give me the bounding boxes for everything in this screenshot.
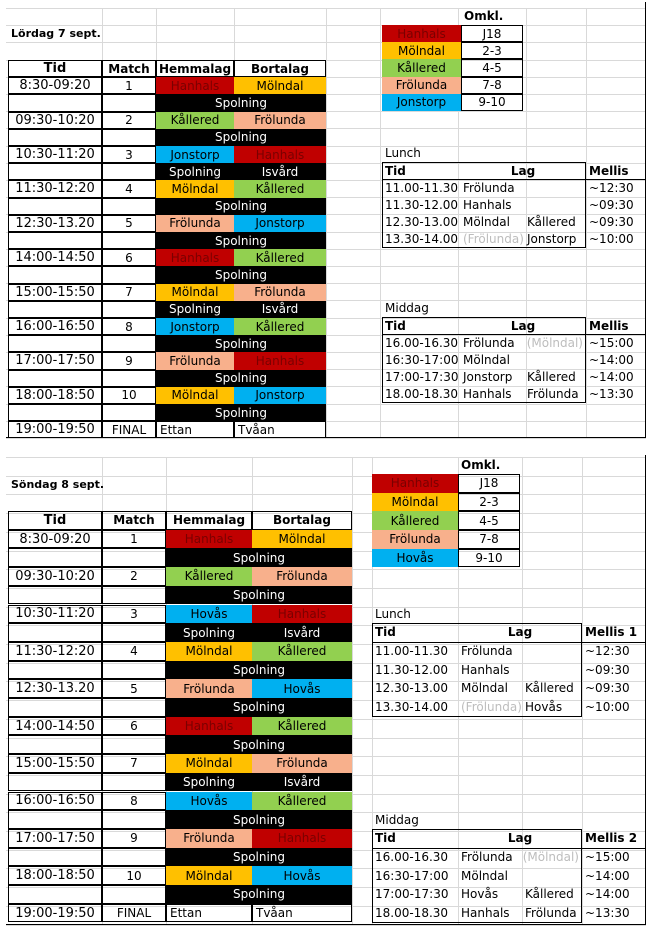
omkl-team[interactable]: Kållered xyxy=(372,511,458,530)
time-cell[interactable]: 11:30-12:20 xyxy=(8,180,102,197)
header-tid[interactable]: Tid xyxy=(8,60,102,77)
middag-lag1[interactable]: Frölunda xyxy=(461,850,513,865)
away-team[interactable]: Frölunda xyxy=(252,754,352,773)
header-match[interactable]: Match xyxy=(102,511,166,530)
lunch-tid[interactable]: 11.30-12.00 xyxy=(375,662,449,677)
away-team[interactable]: Kållered xyxy=(234,249,326,266)
match-number[interactable]: 6 xyxy=(102,717,166,736)
away-team[interactable]: Hanhals xyxy=(234,146,326,163)
middag-lag1[interactable]: Jonstorp xyxy=(463,370,513,385)
away-team[interactable]: Hovås xyxy=(252,679,352,698)
omkl-title[interactable]: Omkl. xyxy=(464,9,504,24)
omkl-value[interactable]: 2-3 xyxy=(458,493,520,512)
spolning-cell[interactable]: Spolning xyxy=(166,735,352,754)
lunch-lag1[interactable]: Hanhals xyxy=(463,197,512,212)
spolning-cell[interactable]: Spolning xyxy=(166,548,352,567)
home-team[interactable]: Frölunda xyxy=(156,215,234,232)
home-team[interactable]: Jonstorp xyxy=(156,146,234,163)
away-team[interactable]: Kållered xyxy=(252,792,352,811)
time-cell[interactable]: 10:30-11:20 xyxy=(8,146,102,163)
away-team[interactable]: Hanhals xyxy=(234,352,326,369)
time-cell[interactable]: 17:00-17:50 xyxy=(8,829,102,848)
lunch-header-lag[interactable]: Lag xyxy=(507,625,533,640)
home-team[interactable]: Jonstorp xyxy=(156,318,234,335)
match-number[interactable]: 8 xyxy=(102,792,166,811)
middag-header-mellis[interactable]: Mellis 2 xyxy=(585,831,638,846)
spolning-cell[interactable]: Spolning xyxy=(156,129,326,146)
lunch-mellis[interactable]: ~12:30 xyxy=(589,180,634,195)
final-home[interactable]: Ettan xyxy=(156,421,234,438)
day-title[interactable]: Söndag 8 sept. xyxy=(11,477,105,491)
middag-lag1[interactable]: Mölndal xyxy=(463,352,510,367)
time-cell[interactable]: 16:00-16:50 xyxy=(8,792,102,811)
middag-tid[interactable]: 17:00-17:30 xyxy=(375,887,449,902)
time-cell[interactable]: 10:30-11:20 xyxy=(8,605,102,624)
away-team[interactable]: Mölndal xyxy=(234,77,326,94)
home-team[interactable]: Hovås xyxy=(166,605,252,624)
isvard-cell[interactable]: Isvård xyxy=(234,163,326,180)
time-cell[interactable]: 15:00-15:50 xyxy=(8,754,102,773)
omkl-value[interactable]: J18 xyxy=(458,474,520,493)
lunch-lag2[interactable]: Jonstorp xyxy=(527,232,577,247)
match-number[interactable]: 6 xyxy=(102,249,156,266)
home-team[interactable]: Frölunda xyxy=(166,829,252,848)
match-number[interactable]: 9 xyxy=(102,352,156,369)
spolning-cell[interactable]: Spolning xyxy=(156,198,326,215)
omkl-value[interactable]: J18 xyxy=(461,25,523,42)
header-away[interactable]: Bortalag xyxy=(252,511,352,530)
lunch-tid[interactable]: 11.00-11.30 xyxy=(385,180,459,195)
middag-mellis[interactable]: ~13:30 xyxy=(585,906,630,921)
home-team[interactable]: Mölndal xyxy=(156,387,234,404)
middag-lag2[interactable]: (Mölndal) xyxy=(522,850,579,865)
omkl-team[interactable]: Hovås xyxy=(372,549,458,568)
match-number[interactable]: 7 xyxy=(102,284,156,301)
match-number[interactable]: 1 xyxy=(102,530,166,549)
time-cell[interactable]: 12:30-13.20 xyxy=(8,215,102,232)
omkl-team[interactable]: Kållered xyxy=(382,59,461,76)
match-number[interactable]: 4 xyxy=(102,642,166,661)
home-team[interactable]: Kållered xyxy=(166,567,252,586)
lunch-header-tid[interactable]: Tid xyxy=(375,625,396,640)
omkl-value[interactable]: 4-5 xyxy=(458,511,520,530)
lunch-lag1[interactable]: Mölndal xyxy=(463,215,510,230)
omkl-team[interactable]: Mölndal xyxy=(382,42,461,59)
middag-lag1[interactable]: Hanhals xyxy=(461,906,510,921)
lunch-tid[interactable]: 12.30-13.00 xyxy=(385,215,459,230)
middag-header-tid[interactable]: Tid xyxy=(385,318,406,333)
middag-mellis[interactable]: ~14:00 xyxy=(589,352,634,367)
home-team[interactable]: Hanhals xyxy=(166,530,252,549)
home-team[interactable]: Mölndal xyxy=(166,642,252,661)
spolning-cell[interactable]: Spolning xyxy=(156,232,326,249)
spolning-cell[interactable]: Spolning xyxy=(166,848,352,867)
away-team[interactable]: Frölunda xyxy=(234,112,326,129)
day-title[interactable]: Lördag 7 sept. xyxy=(11,27,101,41)
middag-tid[interactable]: 16.00-16.30 xyxy=(385,335,459,350)
spolning-cell[interactable]: Spolning xyxy=(166,810,352,829)
spolning-cell[interactable]: Spolning xyxy=(166,773,252,792)
away-team[interactable]: Hanhals xyxy=(252,829,352,848)
lunch-lag1[interactable]: (Frölunda) xyxy=(463,232,524,247)
final-home[interactable]: Ettan xyxy=(166,904,252,923)
lunch-lag2[interactable]: Kållered xyxy=(525,681,574,696)
time-cell[interactable]: 8:30-09:20 xyxy=(8,77,102,94)
schedule-saturday xyxy=(6,2,646,438)
middag-lag2[interactable]: (Mölndal) xyxy=(526,335,583,350)
middag-tid[interactable]: 18.00-18.30 xyxy=(385,387,459,402)
spolning-cell[interactable]: Spolning xyxy=(166,698,352,717)
middag-label[interactable]: Middag xyxy=(375,812,419,827)
away-team[interactable]: Kållered xyxy=(252,717,352,736)
home-team[interactable]: Frölunda xyxy=(156,352,234,369)
isvard-cell[interactable]: Isvård xyxy=(252,623,352,642)
home-team[interactable]: Hanhals xyxy=(166,717,252,736)
match-number[interactable]: 4 xyxy=(102,180,156,197)
omkl-value[interactable]: 9-10 xyxy=(458,549,520,568)
spolning-cell[interactable]: Spolning xyxy=(156,370,326,387)
middag-lag1[interactable]: Hanhals xyxy=(463,387,512,402)
omkl-value[interactable]: 9-10 xyxy=(461,94,523,111)
middag-tid[interactable]: 16.00-16.30 xyxy=(375,850,449,865)
lunch-lag2[interactable]: Hovås xyxy=(525,700,563,715)
middag-mellis[interactable]: ~14:00 xyxy=(585,887,630,902)
away-team[interactable]: Kållered xyxy=(252,642,352,661)
middag-mellis[interactable]: ~14:00 xyxy=(585,868,630,883)
home-team[interactable]: Mölndal xyxy=(166,866,252,885)
away-team[interactable]: Kållered xyxy=(234,180,326,197)
omkl-value[interactable]: 7-8 xyxy=(458,530,520,549)
middag-label[interactable]: Middag xyxy=(385,301,429,316)
middag-tid[interactable]: 16:30-17:00 xyxy=(375,868,449,883)
match-number[interactable]: 5 xyxy=(102,679,166,698)
match-final[interactable]: FINAL xyxy=(102,421,156,438)
isvard-cell[interactable]: Isvård xyxy=(234,301,326,318)
middag-tid[interactable]: 18.00-18.30 xyxy=(375,906,449,921)
match-number[interactable]: 3 xyxy=(102,605,166,624)
match-number[interactable]: 2 xyxy=(102,567,166,586)
lunch-label[interactable]: Lunch xyxy=(385,146,421,161)
lunch-lag1[interactable]: Frölunda xyxy=(463,180,515,195)
spolning-cell[interactable]: Spolning xyxy=(166,661,352,680)
lunch-tid[interactable]: 12.30-13.00 xyxy=(375,681,449,696)
header-home[interactable]: Hemmalag xyxy=(166,511,252,530)
match-number[interactable]: 1 xyxy=(102,77,156,94)
time-cell[interactable]: 14:00-14:50 xyxy=(8,249,102,266)
lunch-label[interactable]: Lunch xyxy=(375,606,411,621)
middag-tid[interactable]: 16:30-17:00 xyxy=(385,352,459,367)
lunch-mellis[interactable]: ~10:00 xyxy=(585,700,630,715)
lunch-lag1[interactable]: Frölunda xyxy=(461,644,513,659)
lunch-mellis[interactable]: ~12:30 xyxy=(585,644,630,659)
omkl-team[interactable]: Frölunda xyxy=(382,77,461,94)
time-cell[interactable]: 09:30-10:20 xyxy=(8,112,102,129)
home-team[interactable]: Hanhals xyxy=(156,249,234,266)
omkl-team[interactable]: Hanhals xyxy=(372,474,458,493)
omkl-value[interactable]: 7-8 xyxy=(461,77,523,94)
lunch-mellis[interactable]: ~10:00 xyxy=(589,232,634,247)
omkl-team[interactable]: Mölndal xyxy=(372,493,458,512)
schedule-sunday xyxy=(6,455,646,925)
omkl-title[interactable]: Omkl. xyxy=(461,457,501,472)
match-number[interactable]: 8 xyxy=(102,318,156,335)
time-cell[interactable]: 15:00-15:50 xyxy=(8,284,102,301)
time-cell[interactable]: 16:00-16:50 xyxy=(8,318,102,335)
middag-header-lag[interactable]: Lag xyxy=(510,318,536,333)
match-number[interactable]: 7 xyxy=(102,754,166,773)
home-team[interactable]: Mölndal xyxy=(166,754,252,773)
home-team[interactable]: Frölunda xyxy=(166,679,252,698)
header-match[interactable]: Match xyxy=(102,60,156,77)
sheet-frame xyxy=(6,2,646,438)
middag-header-tid[interactable]: Tid xyxy=(375,831,396,846)
middag-lag1[interactable]: Frölunda xyxy=(463,335,515,350)
match-number[interactable]: 3 xyxy=(102,146,156,163)
home-team[interactable]: Hanhals xyxy=(156,77,234,94)
middag-header-lag[interactable]: Lag xyxy=(507,831,533,846)
spolning-cell[interactable]: Spolning xyxy=(166,623,252,642)
time-cell[interactable]: 14:00-14:50 xyxy=(8,717,102,736)
match-number[interactable]: 10 xyxy=(102,387,156,404)
spolning-cell[interactable]: Spolning xyxy=(156,404,326,421)
middag-lag2[interactable]: Kållered xyxy=(527,370,576,385)
away-team[interactable]: Jonstorp xyxy=(234,387,326,404)
spolning-cell[interactable]: Spolning xyxy=(156,266,326,283)
away-team[interactable]: Jonstorp xyxy=(234,215,326,232)
spolning-cell[interactable]: Spolning xyxy=(156,163,234,180)
home-team[interactable]: Mölndal xyxy=(156,180,234,197)
final-away[interactable]: Tvåan xyxy=(252,904,352,923)
time-cell[interactable]: 09:30-10:20 xyxy=(8,567,102,586)
time-cell[interactable]: 11:30-12:20 xyxy=(8,642,102,661)
header-home[interactable]: Hemmalag xyxy=(156,60,234,77)
omkl-value[interactable]: 4-5 xyxy=(461,59,523,76)
lunch-mellis[interactable]: ~09:30 xyxy=(585,662,630,677)
middag-mellis[interactable]: ~15:00 xyxy=(585,850,630,865)
omkl-team[interactable]: Hanhals xyxy=(382,25,461,42)
spolning-cell[interactable]: Spolning xyxy=(166,885,352,904)
home-team[interactable]: Hovås xyxy=(166,792,252,811)
middag-lag2[interactable]: Kållered xyxy=(525,887,574,902)
lunch-lag2[interactable]: Kållered xyxy=(527,215,576,230)
away-team[interactable]: Hanhals xyxy=(252,605,352,624)
lunch-header-mellis[interactable]: Mellis xyxy=(589,163,629,178)
sheet-frame xyxy=(6,455,646,925)
away-team[interactable]: Hovås xyxy=(252,866,352,885)
lunch-tid[interactable]: 11.00-11.30 xyxy=(375,644,449,659)
lunch-lag1[interactable]: (Frölunda) xyxy=(461,700,522,715)
middag-lag1[interactable]: Mölndal xyxy=(461,868,508,883)
lunch-mellis[interactable]: ~09:30 xyxy=(589,215,634,230)
time-cell[interactable]: 12:30-13.20 xyxy=(8,679,102,698)
header-away[interactable]: Bortalag xyxy=(234,60,326,77)
home-team[interactable]: Kållered xyxy=(156,112,234,129)
middag-mellis[interactable]: ~13:30 xyxy=(589,387,634,402)
header-tid[interactable]: Tid xyxy=(8,511,102,530)
omkl-team[interactable]: Jonstorp xyxy=(382,94,461,111)
middag-lag2[interactable]: Frölunda xyxy=(525,906,577,921)
lunch-mellis[interactable]: ~09:30 xyxy=(589,197,634,212)
lunch-tid[interactable]: 13.30-14.00 xyxy=(375,700,449,715)
time-cell[interactable]: 19:00-19:50 xyxy=(8,421,102,438)
middag-lag1[interactable]: Hovås xyxy=(461,887,499,902)
match-number[interactable]: 5 xyxy=(102,215,156,232)
middag-header-mellis[interactable]: Mellis xyxy=(589,318,629,333)
match-final[interactable]: FINAL xyxy=(102,904,166,923)
away-team[interactable]: Frölunda xyxy=(234,284,326,301)
final-away[interactable]: Tvåan xyxy=(234,421,326,438)
lunch-header-lag[interactable]: Lag xyxy=(510,163,536,178)
time-cell[interactable]: 18:00-18:50 xyxy=(8,387,102,404)
spolning-cell[interactable]: Spolning xyxy=(166,586,352,605)
omkl-team[interactable]: Frölunda xyxy=(372,530,458,549)
away-team[interactable]: Mölndal xyxy=(252,530,352,549)
lunch-lag1[interactable]: Hanhals xyxy=(461,662,510,677)
home-team[interactable]: Mölndal xyxy=(156,284,234,301)
lunch-tid[interactable]: 13.30-14.00 xyxy=(385,232,459,247)
spolning-cell[interactable]: Spolning xyxy=(156,94,326,111)
time-cell[interactable]: 17:00-17:50 xyxy=(8,352,102,369)
spolning-cell[interactable]: Spolning xyxy=(156,301,234,318)
away-team[interactable]: Kållered xyxy=(234,318,326,335)
time-cell[interactable]: 18:00-18:50 xyxy=(8,866,102,885)
away-team[interactable]: Frölunda xyxy=(252,567,352,586)
match-number[interactable]: 2 xyxy=(102,112,156,129)
lunch-header-mellis[interactable]: Mellis 1 xyxy=(585,625,638,640)
time-cell[interactable]: 19:00-19:50 xyxy=(8,904,102,923)
middag-lag2[interactable]: Frölunda xyxy=(527,387,579,402)
middag-tid[interactable]: 17:00-17:30 xyxy=(385,370,459,385)
lunch-mellis[interactable]: ~09:30 xyxy=(585,681,630,696)
lunch-tid[interactable]: 11.30-12.00 xyxy=(385,197,459,212)
match-number[interactable]: 9 xyxy=(102,829,166,848)
spolning-cell[interactable]: Spolning xyxy=(156,335,326,352)
lunch-lag1[interactable]: Mölndal xyxy=(461,681,508,696)
omkl-value[interactable]: 2-3 xyxy=(461,42,523,59)
time-cell[interactable]: 8:30-09:20 xyxy=(8,530,102,549)
middag-mellis[interactable]: ~15:00 xyxy=(589,335,634,350)
match-number[interactable]: 10 xyxy=(102,866,166,885)
isvard-cell[interactable]: Isvård xyxy=(252,773,352,792)
middag-mellis[interactable]: ~14:00 xyxy=(589,370,634,385)
lunch-header-tid[interactable]: Tid xyxy=(385,163,406,178)
